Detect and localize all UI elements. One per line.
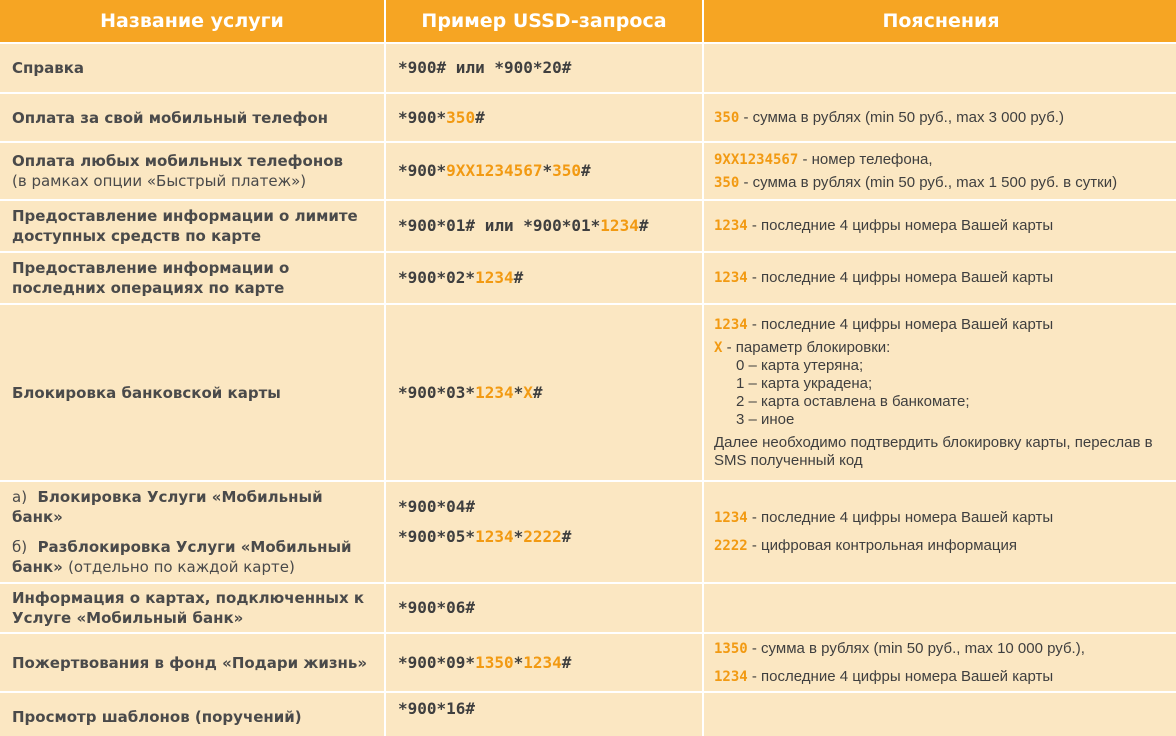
param-label: 350 — [714, 174, 740, 191]
code-part: # — [581, 161, 591, 180]
ussd-code — [386, 201, 702, 251]
table-row — [0, 693, 1176, 736]
code-param: 350 — [446, 107, 476, 127]
code-part: # — [475, 107, 485, 127]
note-line — [714, 174, 1166, 192]
service-notes — [704, 305, 1176, 480]
code-line — [398, 522, 690, 552]
header-notes: Пояснения — [704, 0, 1176, 42]
table-row — [0, 305, 1176, 480]
code-param: 2222 — [523, 527, 562, 546]
block-option: 3 – иное — [736, 410, 795, 428]
code-part: *900* — [398, 107, 447, 127]
service-title: Блокировка Услуги «Мобильный банк» — [12, 488, 323, 526]
param-desc: - параметр блокировки: — [722, 338, 891, 356]
note-line — [714, 668, 1166, 686]
param-desc: - сумма в рублях (min 50 руб., max 10 000 руб.), — [747, 639, 1085, 657]
param-label: X — [714, 339, 723, 356]
param-label: 1234 — [714, 316, 748, 333]
param-label: 1234 — [714, 218, 748, 234]
service-item-b — [12, 537, 372, 577]
table-row — [0, 143, 1176, 199]
ussd-code — [386, 482, 702, 582]
code-part: * — [513, 527, 524, 546]
note-line — [714, 537, 1166, 555]
service-name: Блокировка банковской карты — [0, 305, 384, 480]
param-label: 2222 — [714, 538, 748, 554]
note-line — [714, 151, 1166, 169]
service-name: Предоставление информации о последних операциях по карте — [0, 253, 384, 303]
block-option: 0 – карта утеряна; — [736, 356, 864, 374]
service-notes — [704, 634, 1176, 691]
param-label: 9XX1234567 — [714, 151, 799, 168]
code-param: 1234 — [600, 216, 639, 235]
service-notes — [704, 693, 1176, 736]
table-row — [0, 201, 1176, 251]
service-notes — [704, 253, 1176, 303]
param-desc: - последние 4 цифры номера Вашей карты — [747, 667, 1054, 685]
code-part: *900*05* — [398, 527, 476, 546]
service-name: Оплата за свой мобильный телефон — [0, 94, 384, 141]
service-notes — [704, 143, 1176, 199]
ussd-code — [386, 94, 702, 141]
code-param: 350 — [552, 161, 582, 180]
param-desc: - сумма в рублях (min 50 руб., max 1 500 руб. в сутки) — [739, 173, 1118, 191]
code-part: * — [542, 161, 553, 180]
param-desc: - последние 4 цифры номера Вашей карты — [747, 217, 1054, 234]
note-line — [714, 339, 1166, 429]
table-row — [0, 94, 1176, 141]
param-desc: - сумма в рублях (min 50 руб., max 3 000 руб.) — [739, 108, 1064, 126]
param-desc: - номер телефона, — [798, 150, 933, 168]
ussd-code: *900*06# — [386, 584, 702, 632]
code-part: *900*01# или *900*01* — [398, 216, 601, 235]
code-part: # — [561, 652, 572, 672]
service-name: Справка — [0, 44, 384, 92]
ussd-code — [386, 253, 702, 303]
ussd-code: *900# или *900*20# — [386, 44, 702, 92]
table-row — [0, 634, 1176, 691]
service-notes — [704, 482, 1176, 582]
code-part: *900*02* — [398, 268, 476, 287]
code-part: # — [513, 268, 524, 287]
service-item-a — [12, 487, 372, 527]
block-option: 1 – карта украдена; — [736, 374, 873, 392]
service-subtitle: (отдельно по каждой карте) — [68, 558, 295, 576]
ussd-code — [386, 305, 702, 480]
code-param: 1350 — [475, 652, 514, 672]
note-line: Далее необходимо подтвердить блокировку карты, переслав в SMS полученный код — [714, 433, 1153, 469]
code-part: # — [532, 382, 543, 402]
service-subtitle: (в рамках опции «Быстрый платеж») — [12, 172, 307, 190]
code-param: 1234 — [475, 382, 514, 402]
param-label: 1234 — [714, 270, 748, 286]
param-desc: - цифровая контрольная информация — [747, 537, 1017, 554]
code-part: # — [638, 216, 649, 235]
service-name — [0, 482, 384, 582]
block-option: 2 – карта оставлена в банкомате; — [736, 392, 970, 410]
service-name: Информация о картах, подключенных к Услуге «Мобильный банк» — [0, 584, 384, 632]
code-param: 1234 — [475, 268, 514, 287]
param-desc: - последние 4 цифры номера Вашей карты — [747, 315, 1054, 333]
code-part: * — [513, 382, 524, 402]
header-service: Название услуги — [0, 0, 384, 42]
code-part: * — [513, 652, 524, 672]
param-label: 1350 — [714, 640, 748, 657]
table-row — [0, 44, 1176, 92]
service-notes — [704, 94, 1176, 141]
item-prefix: б) — [12, 538, 28, 556]
service-notes — [704, 201, 1176, 251]
note-line — [714, 316, 1166, 334]
table-row — [0, 253, 1176, 303]
table-row — [0, 584, 1176, 632]
param-label: 1234 — [714, 510, 748, 526]
param-desc: - последние 4 цифры номера Вашей карты — [747, 509, 1054, 526]
service-name: Предоставление информации о лимите доступных средств по карте — [0, 201, 384, 251]
code-part: # — [561, 527, 572, 546]
note-line — [714, 509, 1166, 527]
header-row — [0, 0, 1176, 42]
service-title: Разблокировка Услуги «Мобильный банк» — [12, 538, 352, 576]
code-part: *900*09* — [398, 652, 476, 672]
ussd-code — [386, 634, 702, 691]
service-notes — [704, 584, 1176, 632]
param-label: 350 — [714, 109, 740, 126]
param-label: 1234 — [714, 668, 748, 685]
ussd-code: *900*16# — [386, 693, 702, 736]
code-param: 1234 — [475, 527, 514, 546]
code-param: 1234 — [523, 652, 562, 672]
code-part: *900*03* — [398, 382, 476, 402]
code-param: X — [523, 382, 533, 402]
service-notes — [704, 44, 1176, 92]
service-name: Просмотр шаблонов (поручений) — [0, 693, 384, 736]
service-title: Оплата любых мобильных телефонов — [12, 152, 343, 170]
item-prefix: а) — [12, 488, 28, 506]
table-row — [0, 482, 1176, 582]
ussd-code — [386, 143, 702, 199]
note-line — [714, 640, 1166, 658]
code-part: *900* — [398, 161, 447, 180]
param-desc: - последние 4 цифры номера Вашей карты — [747, 269, 1054, 286]
code-line: *900*04# — [398, 497, 476, 516]
code-param: 9XX1234567 — [446, 161, 543, 180]
service-name: Пожертвования в фонд «Подари жизнь» — [0, 634, 384, 691]
service-name — [0, 143, 384, 199]
header-ussd: Пример USSD-запроса — [386, 0, 702, 42]
